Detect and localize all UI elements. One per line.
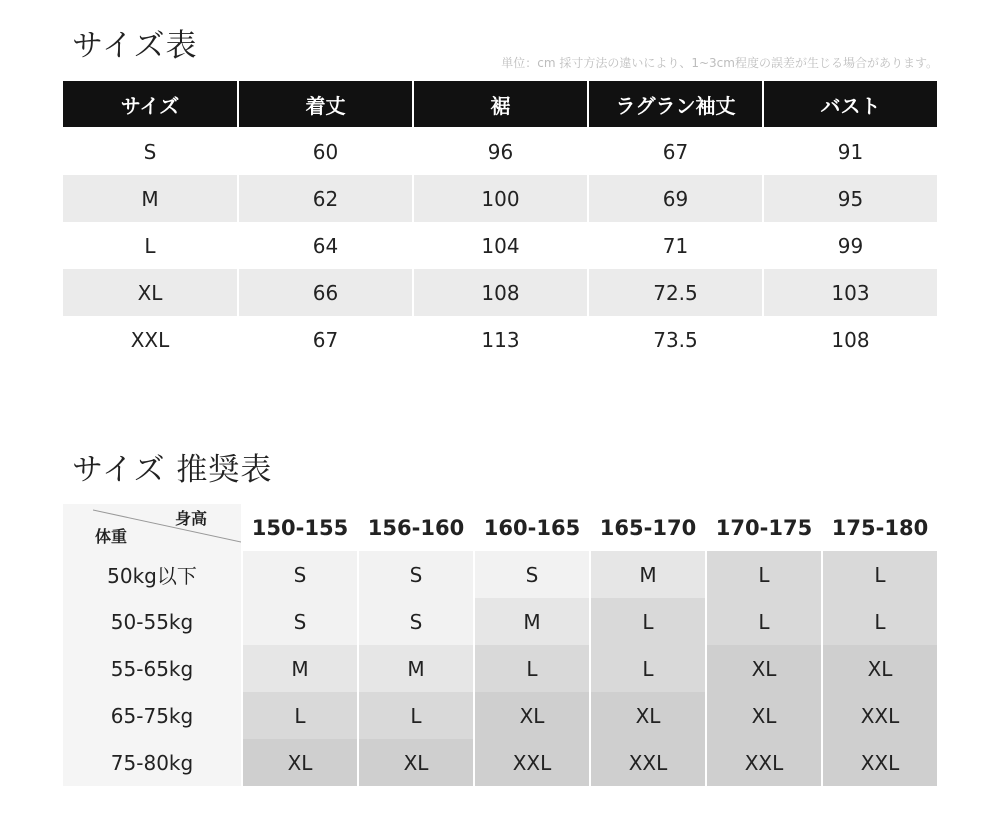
table-row — [63, 692, 937, 739]
table-cell: S — [357, 598, 473, 645]
corner-header — [63, 504, 241, 551]
table-cell: 108 — [762, 316, 937, 363]
table-cell: XXL — [821, 739, 937, 786]
table-cell: 66 — [237, 269, 412, 316]
weight-cell: 75-80kg — [63, 739, 241, 786]
weight-cell: 55-65kg — [63, 645, 241, 692]
size-chart-table — [63, 81, 937, 363]
table-cell: 72.5 — [587, 269, 762, 316]
table-cell: XL — [63, 269, 237, 316]
table-cell: M — [241, 645, 357, 692]
table-cell: XL — [821, 645, 937, 692]
weight-label: 体重 — [95, 527, 128, 546]
height-header: 170-175 — [705, 504, 821, 551]
table-row — [63, 269, 937, 316]
table-cell: 91 — [762, 128, 937, 175]
table-cell: 62 — [237, 175, 412, 222]
size-chart-title: サイズ表 — [72, 28, 198, 64]
weight-cell: 65-75kg — [63, 692, 241, 739]
table-cell: S — [241, 551, 357, 598]
table-cell: S — [241, 598, 357, 645]
table-row — [63, 175, 937, 222]
table-cell: L — [589, 598, 705, 645]
height-header: 150-155 — [241, 504, 357, 551]
height-header: 156-160 — [357, 504, 473, 551]
table-cell: XXL — [130, 327, 170, 352]
table-cell: XL — [473, 692, 589, 739]
table-cell: M — [63, 175, 237, 222]
weight-cell: 50-55kg — [63, 598, 241, 645]
table-cell: M — [473, 598, 589, 645]
table-cell: 67 — [237, 316, 412, 363]
table-row — [63, 739, 937, 786]
table-cell: L — [241, 692, 357, 739]
table-cell: 103 — [762, 269, 937, 316]
table-row — [63, 222, 937, 269]
table-cell: 108 — [412, 269, 587, 316]
table-cell: L — [705, 598, 821, 645]
height-header: 165-170 — [589, 504, 705, 551]
recommendation-header-row — [63, 504, 937, 551]
table-cell: XL — [705, 645, 821, 692]
table-row — [63, 551, 937, 598]
height-label: 身高 — [174, 509, 207, 528]
table-cell: 100 — [412, 175, 587, 222]
table-cell: 73.5 — [587, 316, 762, 363]
table-cell: 67 — [587, 128, 762, 175]
recommendation-table — [63, 504, 937, 786]
table-cell: L — [705, 551, 821, 598]
table-cell: L — [821, 551, 937, 598]
height-header: 160-165 — [473, 504, 589, 551]
table-cell: 104 — [412, 222, 587, 269]
table-row — [63, 645, 937, 692]
table-cell: XL — [241, 739, 357, 786]
header-size: サイズ — [63, 81, 237, 127]
table-cell: XXL — [705, 739, 821, 786]
table-cell: XXL — [473, 739, 589, 786]
header-raglan-sleeve: ラグラン袖丈 — [587, 81, 762, 127]
table-cell: M — [589, 551, 705, 598]
table-cell: L — [589, 645, 705, 692]
table-cell: L — [821, 598, 937, 645]
table-cell: 60 — [237, 128, 412, 175]
table-row — [63, 128, 937, 175]
table-cell: XL — [589, 692, 705, 739]
table-cell: 99 — [762, 222, 937, 269]
table-cell: 71 — [587, 222, 762, 269]
table-cell: XL — [357, 739, 473, 786]
table-cell: M — [357, 645, 473, 692]
table-row — [63, 316, 937, 363]
table-cell: S — [143, 139, 157, 164]
size-chart-header-row — [63, 81, 937, 128]
header-bust: バスト — [762, 81, 937, 127]
table-cell: XL — [705, 692, 821, 739]
table-cell: 113 — [412, 316, 587, 363]
header-length: 着丈 — [237, 81, 412, 127]
table-cell: L — [357, 692, 473, 739]
table-cell: 95 — [762, 175, 937, 222]
table-cell: 96 — [412, 128, 587, 175]
table-cell: S — [473, 551, 589, 598]
header-hem: 裾 — [412, 81, 587, 127]
table-cell: S — [357, 551, 473, 598]
weight-cell: 50kg以下 — [63, 551, 241, 598]
table-row — [63, 598, 937, 645]
recommendation-title: サイズ 推奨表 — [72, 452, 273, 488]
table-cell: 64 — [237, 222, 412, 269]
table-cell: L — [473, 645, 589, 692]
table-cell: XXL — [589, 739, 705, 786]
table-cell: L — [144, 233, 156, 258]
table-cell: 69 — [587, 175, 762, 222]
height-header: 175-180 — [821, 504, 937, 551]
measurement-note: 単位：cm 採寸方法の違いにより、1~3cm程度の誤差が生じる場合があります。 — [501, 56, 938, 70]
table-cell: XXL — [821, 692, 937, 739]
